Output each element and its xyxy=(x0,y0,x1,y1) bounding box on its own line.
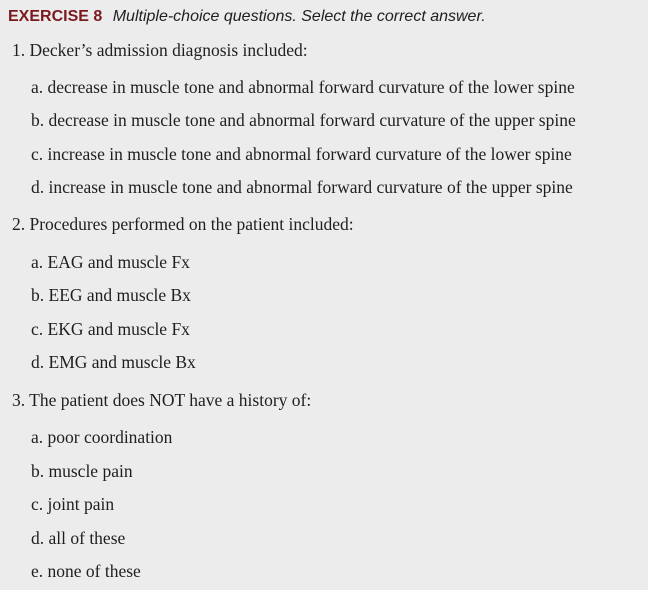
question-3-option-e[interactable]: e. none of these xyxy=(31,561,141,581)
exercise-description: Multiple-choice questions. Select the correct answer. xyxy=(112,8,486,25)
question-3-option-b[interactable]: b. muscle pain xyxy=(31,461,133,481)
question-3-option-d[interactable]: d. all of these xyxy=(31,528,126,548)
question-3-option-a[interactable]: a. poor coordination xyxy=(31,427,173,447)
question-1-option-d[interactable]: d. increase in muscle tone and abnormal forward curvature of the upper spine xyxy=(31,177,573,197)
question-3: 3. The patient does NOT have a history of: xyxy=(12,390,312,410)
exercise-header xyxy=(8,7,486,27)
question-3-option-c[interactable]: c. joint pain xyxy=(31,494,115,514)
question-2-option-c[interactable]: c. EKG and muscle Fx xyxy=(31,319,190,339)
question-1-option-b[interactable]: b. decrease in muscle tone and abnormal forward curvature of the upper spine xyxy=(31,110,576,130)
question-2-option-d[interactable]: d. EMG and muscle Bx xyxy=(31,352,196,372)
question-1: 1. Decker’s admission diagnosis included: xyxy=(12,40,308,60)
question-1-option-c[interactable]: c. increase in muscle tone and abnormal forward curvature of the lower spine xyxy=(31,144,572,164)
question-2-option-a[interactable]: a. EAG and muscle Fx xyxy=(31,252,190,272)
exercise-label: EXERCISE 8 xyxy=(8,8,103,25)
question-2: 2. Procedures performed on the patient included: xyxy=(12,214,354,234)
question-2-option-b[interactable]: b. EEG and muscle Bx xyxy=(31,285,191,305)
question-1-option-a[interactable]: a. decrease in muscle tone and abnormal forward curvature of the lower spine xyxy=(31,77,575,97)
